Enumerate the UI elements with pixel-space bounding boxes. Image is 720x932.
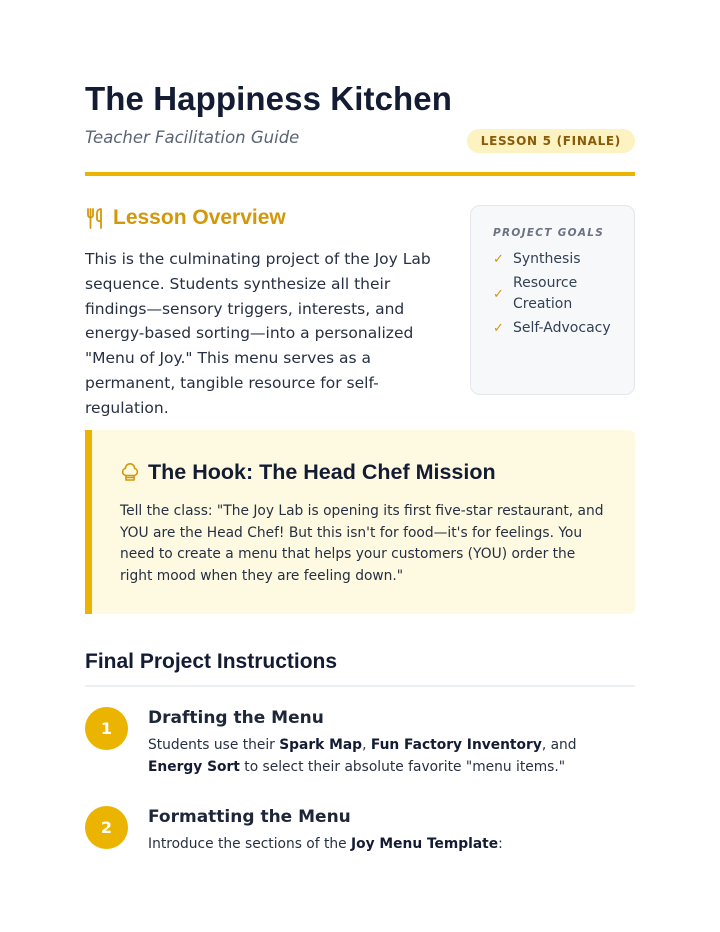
hook-text: Tell the class: "The Joy Lab is opening its first five-star restaurant, and YOU are the Head Chef! But this isn't for food—it's for feelings. You need to create a menu that helps your customers (YOU) order the right mood when they are feeling down." xyxy=(120,503,604,584)
goal-item xyxy=(493,318,618,339)
overview-text: This is the culminating project of the Joy Lab sequence. Students synthesize all their findings—sensory triggers, interests, and energy-based sorting—into a personalized "Menu of Joy." This menu serves as a permanent, tangible resource for self-regulation. xyxy=(85,250,431,417)
check-icon: ✓ xyxy=(493,252,504,267)
step-description: Students use their Spark Map, Fun Factory Inventory, and Energy Sort to select their absolute favorite "menu items." xyxy=(148,737,577,775)
goal-label: Synthesis xyxy=(513,251,581,267)
hook-title: The Hook: The Head Chef Mission xyxy=(148,460,496,484)
project-goals-title: PROJECT GOALS xyxy=(493,227,605,239)
page-title: The Happiness Kitchen xyxy=(85,80,453,117)
goal-label: Self-Advocacy xyxy=(513,320,611,336)
page-subtitle: Teacher Facilitation Guide xyxy=(85,128,300,147)
step-title: Drafting the Menu xyxy=(148,708,324,728)
step-body xyxy=(148,807,635,855)
step-number-badge: 1 xyxy=(85,707,128,750)
instructions-divider xyxy=(85,685,635,687)
step-number-badge: 2 xyxy=(85,806,128,849)
chef-hat-icon xyxy=(120,463,140,483)
header-divider xyxy=(85,172,635,176)
step-description: Introduce the sections of the Joy Menu Template: xyxy=(148,836,503,852)
instructions-title: Final Project Instructions xyxy=(85,650,338,673)
step-body xyxy=(148,708,635,778)
goal-label: Resource Creation xyxy=(513,275,578,312)
goal-item xyxy=(493,249,618,270)
hook-heading xyxy=(120,460,607,485)
step-title: Formatting the Menu xyxy=(148,807,351,827)
utensils-icon xyxy=(85,207,105,229)
lesson-badge: LESSON 5 (FINALE) xyxy=(467,129,635,153)
overview-title: Lesson Overview xyxy=(113,206,286,229)
overview-heading xyxy=(85,206,286,230)
check-icon: ✓ xyxy=(493,286,504,302)
check-icon: ✓ xyxy=(493,321,504,336)
hook-callout xyxy=(85,430,635,614)
project-goals-card xyxy=(470,205,635,395)
goal-item xyxy=(493,273,618,315)
